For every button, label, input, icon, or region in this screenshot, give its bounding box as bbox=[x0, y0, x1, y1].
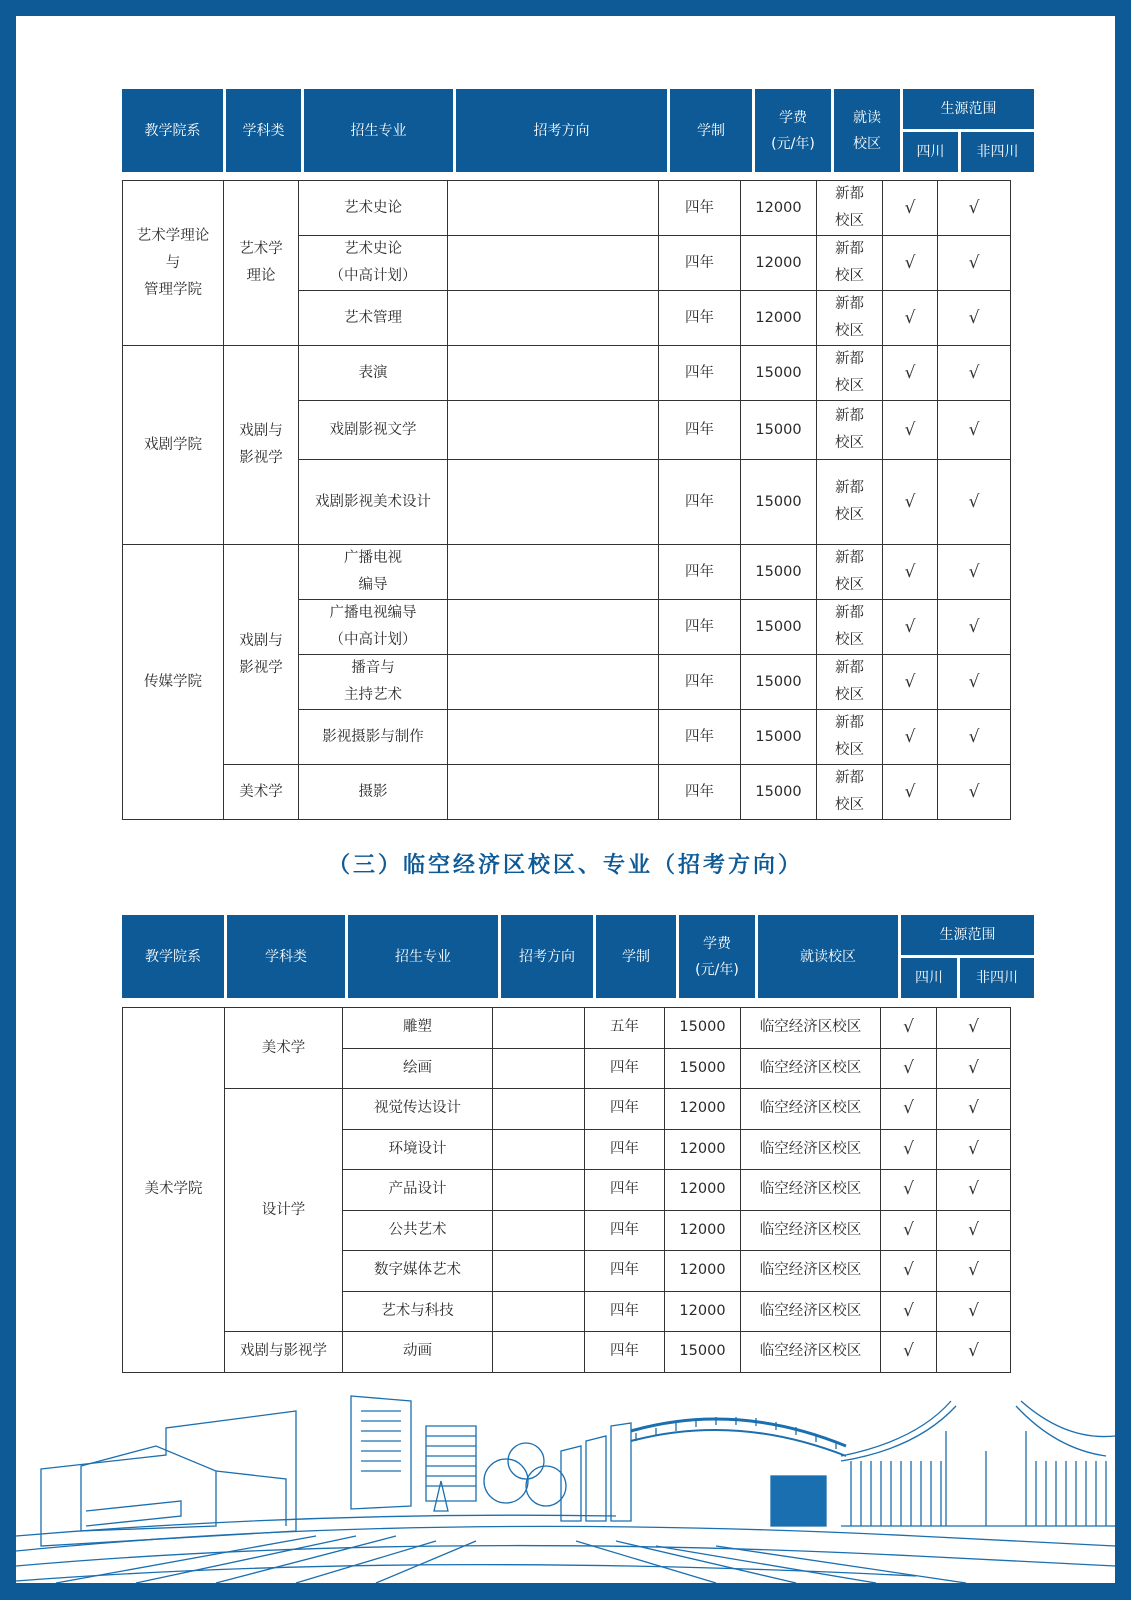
college-name: 戏剧学院 bbox=[144, 436, 202, 453]
sichuan-check-icon: √ bbox=[881, 1210, 937, 1251]
campus-name: 校区 bbox=[835, 797, 864, 813]
table-row bbox=[123, 765, 1011, 820]
header-sichuan: 四川 bbox=[901, 958, 957, 998]
direction-cell bbox=[493, 1048, 585, 1089]
college-cell bbox=[123, 346, 224, 545]
campus-cell bbox=[817, 765, 883, 820]
major-name: 戏剧影视文学 bbox=[329, 421, 417, 438]
category-name: 美术学 bbox=[239, 783, 283, 800]
major-name: 艺术管理 bbox=[344, 309, 402, 326]
direction-cell bbox=[493, 1251, 585, 1292]
category-cell: 设计学 bbox=[225, 1089, 343, 1332]
major-cell bbox=[299, 765, 448, 820]
campus-name: 新都 bbox=[835, 550, 864, 566]
direction-cell bbox=[448, 655, 659, 710]
fee-cell: 15000 bbox=[665, 1008, 741, 1049]
campus-cell: 临空经济区校区 bbox=[741, 1332, 881, 1373]
non-sichuan-check-icon: √ bbox=[937, 1210, 1011, 1251]
duration-cell: 四年 bbox=[585, 1048, 665, 1089]
non-sichuan-check-icon: √ bbox=[938, 765, 1011, 820]
campus-name: 校区 bbox=[835, 742, 864, 758]
duration-cell: 四年 bbox=[585, 1332, 665, 1373]
header-category: 学科类 bbox=[226, 89, 301, 172]
duration-cell: 四年 bbox=[659, 291, 741, 346]
fee-cell: 15000 bbox=[741, 401, 817, 460]
direction-cell bbox=[448, 401, 659, 460]
direction-cell bbox=[448, 291, 659, 346]
campus-cell: 临空经济区校区 bbox=[741, 1251, 881, 1292]
duration-cell: 四年 bbox=[585, 1291, 665, 1332]
fee-cell: 15000 bbox=[665, 1332, 741, 1373]
campus-name: 校区 bbox=[835, 687, 864, 703]
table2-header bbox=[119, 912, 1037, 1001]
campus-name: 新都 bbox=[835, 770, 864, 786]
fee-cell: 15000 bbox=[741, 545, 817, 600]
campus-cell: 临空经济区校区 bbox=[741, 1008, 881, 1049]
fee-cell: 12000 bbox=[741, 181, 817, 236]
non-sichuan-check-icon: √ bbox=[938, 655, 1011, 710]
header-fee bbox=[679, 915, 755, 998]
major-name: 广播电视编导 bbox=[329, 605, 417, 621]
major-name: 表演 bbox=[358, 364, 388, 381]
sichuan-check-icon: √ bbox=[881, 1332, 937, 1373]
section-title: （三）临空经济区校区、专业（招考方向） bbox=[327, 853, 803, 878]
direction-cell bbox=[448, 545, 659, 600]
table-row bbox=[123, 1089, 1011, 1130]
header-fee-line2: (元/年) bbox=[695, 961, 739, 978]
non-sichuan-check-icon: √ bbox=[938, 401, 1011, 460]
college-cell: 美术学院 bbox=[123, 1008, 225, 1373]
campus-cell bbox=[817, 181, 883, 236]
direction-cell bbox=[493, 1291, 585, 1332]
campus-cell bbox=[817, 655, 883, 710]
category-cell bbox=[224, 545, 299, 765]
sichuan-check-icon: √ bbox=[883, 710, 938, 765]
campus-name: 校区 bbox=[835, 213, 864, 229]
major-name: （中高计划） bbox=[329, 268, 417, 284]
table-row bbox=[123, 181, 1011, 236]
non-sichuan-check-icon: √ bbox=[938, 545, 1011, 600]
header-major: 招生专业 bbox=[304, 89, 453, 172]
table-row bbox=[123, 1008, 1011, 1049]
table2-body bbox=[122, 1007, 1011, 1373]
campus-name: 新都 bbox=[835, 605, 864, 621]
category-cell: 美术学 bbox=[225, 1008, 343, 1089]
campus-cell bbox=[817, 545, 883, 600]
campus-name: 校区 bbox=[835, 632, 864, 648]
non-sichuan-check-icon: √ bbox=[937, 1129, 1011, 1170]
header-major: 招生专业 bbox=[348, 915, 498, 998]
direction-cell bbox=[448, 765, 659, 820]
category-cell bbox=[224, 181, 299, 346]
major-name: 戏剧影视美术设计 bbox=[315, 493, 431, 510]
direction-cell bbox=[493, 1210, 585, 1251]
major-cell bbox=[299, 460, 448, 545]
duration-cell: 四年 bbox=[659, 655, 741, 710]
duration-cell: 四年 bbox=[659, 236, 741, 291]
non-sichuan-check-icon: √ bbox=[937, 1291, 1011, 1332]
campus-name: 新都 bbox=[835, 660, 864, 676]
college-name: 艺术学理论 bbox=[136, 227, 210, 244]
major-cell: 产品设计 bbox=[343, 1170, 493, 1211]
category-cell bbox=[224, 346, 299, 545]
major-cell bbox=[299, 181, 448, 236]
fee-cell: 15000 bbox=[741, 710, 817, 765]
campus-name: 校区 bbox=[835, 323, 864, 339]
major-cell bbox=[299, 401, 448, 460]
direction-cell bbox=[493, 1170, 585, 1211]
direction-cell bbox=[493, 1129, 585, 1170]
major-name: 艺术史论 bbox=[344, 199, 402, 216]
sichuan-check-icon: √ bbox=[881, 1170, 937, 1211]
header-campus-line2: 校区 bbox=[853, 135, 881, 152]
major-cell: 雕塑 bbox=[343, 1008, 493, 1049]
non-sichuan-check-icon: √ bbox=[938, 181, 1011, 236]
campus-name: 新都 bbox=[835, 715, 864, 731]
sichuan-check-icon: √ bbox=[883, 655, 938, 710]
campus-name: 校区 bbox=[835, 378, 864, 394]
college-name: 传媒学院 bbox=[144, 673, 202, 690]
category-name: 理论 bbox=[246, 268, 276, 284]
sichuan-check-icon: √ bbox=[883, 181, 938, 236]
table-row bbox=[123, 346, 1011, 401]
sichuan-check-icon: √ bbox=[883, 765, 938, 820]
fee-cell: 12000 bbox=[741, 291, 817, 346]
header-source: 生源范围 bbox=[903, 89, 1034, 129]
non-sichuan-check-icon: √ bbox=[937, 1170, 1011, 1211]
major-cell: 环境设计 bbox=[343, 1129, 493, 1170]
non-sichuan-check-icon: √ bbox=[937, 1332, 1011, 1373]
campus-name: 新都 bbox=[835, 351, 864, 367]
major-cell: 绘画 bbox=[343, 1048, 493, 1089]
major-cell bbox=[299, 710, 448, 765]
non-sichuan-check-icon: √ bbox=[938, 236, 1011, 291]
major-cell bbox=[299, 291, 448, 346]
sichuan-check-icon: √ bbox=[881, 1048, 937, 1089]
fee-cell: 12000 bbox=[665, 1129, 741, 1170]
campus-cell bbox=[817, 600, 883, 655]
non-sichuan-check-icon: √ bbox=[937, 1251, 1011, 1292]
college-name: 与 bbox=[165, 254, 181, 271]
header-duration: 学制 bbox=[670, 89, 752, 172]
direction-cell bbox=[493, 1008, 585, 1049]
major-cell: 视觉传达设计 bbox=[343, 1089, 493, 1130]
duration-cell: 四年 bbox=[659, 346, 741, 401]
category-cell bbox=[224, 765, 299, 820]
campus-cell: 临空经济区校区 bbox=[741, 1291, 881, 1332]
duration-cell: 四年 bbox=[659, 765, 741, 820]
major-cell bbox=[299, 600, 448, 655]
header-direction: 招考方向 bbox=[501, 915, 593, 998]
header-fee-line1: 学费 bbox=[779, 109, 807, 126]
page bbox=[16, 16, 1115, 1583]
duration-cell: 四年 bbox=[659, 600, 741, 655]
category-name: 艺术学 bbox=[239, 241, 283, 257]
header-college: 教学院系 bbox=[122, 915, 224, 998]
header-college: 教学院系 bbox=[122, 89, 223, 172]
major-name: 影视摄影与制作 bbox=[322, 728, 424, 745]
direction-cell bbox=[448, 710, 659, 765]
direction-cell bbox=[448, 460, 659, 545]
duration-cell: 四年 bbox=[659, 401, 741, 460]
direction-cell bbox=[448, 346, 659, 401]
campus-name: 新都 bbox=[835, 296, 864, 312]
major-name: 播音与 bbox=[351, 660, 395, 676]
fee-cell: 12000 bbox=[665, 1251, 741, 1292]
duration-cell: 四年 bbox=[659, 545, 741, 600]
header-non-sichuan: 非四川 bbox=[960, 958, 1034, 998]
campus-illustration bbox=[16, 1361, 1115, 1583]
major-name: 广播电视 bbox=[344, 550, 402, 566]
non-sichuan-check-icon: √ bbox=[938, 710, 1011, 765]
sichuan-check-icon: √ bbox=[883, 401, 938, 460]
header-sichuan: 四川 bbox=[903, 132, 958, 172]
major-name: 编导 bbox=[358, 577, 388, 593]
header-source: 生源范围 bbox=[901, 915, 1034, 955]
campus-cell bbox=[817, 460, 883, 545]
campus-cell bbox=[817, 401, 883, 460]
non-sichuan-check-icon: √ bbox=[937, 1048, 1011, 1089]
duration-cell: 四年 bbox=[585, 1251, 665, 1292]
sichuan-check-icon: √ bbox=[881, 1129, 937, 1170]
fee-cell: 15000 bbox=[741, 346, 817, 401]
major-cell: 艺术与科技 bbox=[343, 1291, 493, 1332]
header-campus bbox=[834, 89, 900, 172]
fee-cell: 15000 bbox=[741, 655, 817, 710]
campus-cell: 临空经济区校区 bbox=[741, 1129, 881, 1170]
major-cell: 公共艺术 bbox=[343, 1210, 493, 1251]
header-duration: 学制 bbox=[596, 915, 676, 998]
sichuan-check-icon: √ bbox=[881, 1008, 937, 1049]
duration-cell: 四年 bbox=[659, 710, 741, 765]
college-name: 管理学院 bbox=[144, 281, 202, 298]
campus-name: 校区 bbox=[835, 577, 864, 593]
duration-cell: 四年 bbox=[659, 181, 741, 236]
fee-cell: 12000 bbox=[665, 1170, 741, 1211]
sichuan-check-icon: √ bbox=[883, 460, 938, 545]
duration-cell: 四年 bbox=[585, 1089, 665, 1130]
campus-name: 新都 bbox=[835, 480, 864, 496]
college-cell bbox=[123, 181, 224, 346]
campus-name: 校区 bbox=[835, 268, 864, 284]
direction-cell bbox=[493, 1089, 585, 1130]
table-row bbox=[123, 545, 1011, 600]
campus-cell bbox=[817, 710, 883, 765]
category-cell: 戏剧与影视学 bbox=[225, 1332, 343, 1373]
duration-cell: 四年 bbox=[585, 1129, 665, 1170]
sichuan-check-icon: √ bbox=[883, 236, 938, 291]
sichuan-check-icon: √ bbox=[881, 1291, 937, 1332]
duration-cell: 四年 bbox=[659, 460, 741, 545]
non-sichuan-check-icon: √ bbox=[937, 1008, 1011, 1049]
direction-cell bbox=[448, 236, 659, 291]
campus-cell bbox=[817, 236, 883, 291]
fee-cell: 12000 bbox=[665, 1291, 741, 1332]
fee-cell: 15000 bbox=[741, 765, 817, 820]
header-non-sichuan: 非四川 bbox=[961, 132, 1034, 172]
fee-cell: 15000 bbox=[665, 1048, 741, 1089]
header-campus: 就读校区 bbox=[758, 915, 898, 998]
campus-name: 新都 bbox=[835, 186, 864, 202]
campus-name: 新都 bbox=[835, 241, 864, 257]
non-sichuan-check-icon: √ bbox=[937, 1089, 1011, 1130]
campus-name: 校区 bbox=[835, 435, 864, 451]
header-direction: 招考方向 bbox=[456, 89, 667, 172]
fee-cell: 15000 bbox=[741, 600, 817, 655]
fee-cell: 12000 bbox=[665, 1210, 741, 1251]
campus-cell bbox=[817, 291, 883, 346]
fee-cell: 12000 bbox=[665, 1089, 741, 1130]
duration-cell: 四年 bbox=[585, 1170, 665, 1211]
direction-cell bbox=[448, 600, 659, 655]
fee-cell: 12000 bbox=[741, 236, 817, 291]
category-name: 戏剧与 bbox=[239, 423, 283, 439]
table1-body bbox=[122, 180, 1011, 820]
non-sichuan-check-icon: √ bbox=[938, 600, 1011, 655]
table1-header bbox=[119, 86, 1037, 175]
major-name: （中高计划） bbox=[329, 632, 417, 648]
college-cell bbox=[123, 545, 224, 820]
header-fee-line2: (元/年) bbox=[771, 135, 815, 152]
major-cell: 数字媒体艺术 bbox=[343, 1251, 493, 1292]
header-category: 学科类 bbox=[227, 915, 345, 998]
sichuan-check-icon: √ bbox=[881, 1089, 937, 1130]
non-sichuan-check-icon: √ bbox=[938, 346, 1011, 401]
major-name: 艺术史论 bbox=[344, 241, 402, 257]
campus-name: 校区 bbox=[835, 507, 864, 523]
campus-cell: 临空经济区校区 bbox=[741, 1048, 881, 1089]
sichuan-check-icon: √ bbox=[883, 600, 938, 655]
major-name: 主持艺术 bbox=[344, 687, 402, 703]
major-cell bbox=[299, 346, 448, 401]
major-cell bbox=[299, 236, 448, 291]
non-sichuan-check-icon: √ bbox=[938, 291, 1011, 346]
major-cell bbox=[299, 655, 448, 710]
major-cell: 动画 bbox=[343, 1332, 493, 1373]
major-cell bbox=[299, 545, 448, 600]
major-name: 摄影 bbox=[358, 783, 388, 800]
non-sichuan-check-icon: √ bbox=[938, 460, 1011, 545]
fee-cell: 15000 bbox=[741, 460, 817, 545]
duration-cell: 五年 bbox=[585, 1008, 665, 1049]
category-name: 影视学 bbox=[239, 450, 283, 466]
header-fee-line1: 学费 bbox=[703, 935, 731, 952]
header-fee bbox=[755, 89, 831, 172]
sichuan-check-icon: √ bbox=[881, 1251, 937, 1292]
campus-cell bbox=[817, 346, 883, 401]
category-name: 影视学 bbox=[239, 659, 283, 676]
sichuan-check-icon: √ bbox=[883, 291, 938, 346]
sichuan-check-icon: √ bbox=[883, 545, 938, 600]
campus-cell: 临空经济区校区 bbox=[741, 1170, 881, 1211]
duration-cell: 四年 bbox=[585, 1210, 665, 1251]
direction-cell bbox=[448, 181, 659, 236]
campus-name: 新都 bbox=[835, 408, 864, 424]
campus-cell: 临空经济区校区 bbox=[741, 1210, 881, 1251]
header-campus-line1: 就读 bbox=[853, 109, 881, 126]
category-name: 戏剧与 bbox=[239, 632, 283, 649]
campus-cell: 临空经济区校区 bbox=[741, 1089, 881, 1130]
sichuan-check-icon: √ bbox=[883, 346, 938, 401]
